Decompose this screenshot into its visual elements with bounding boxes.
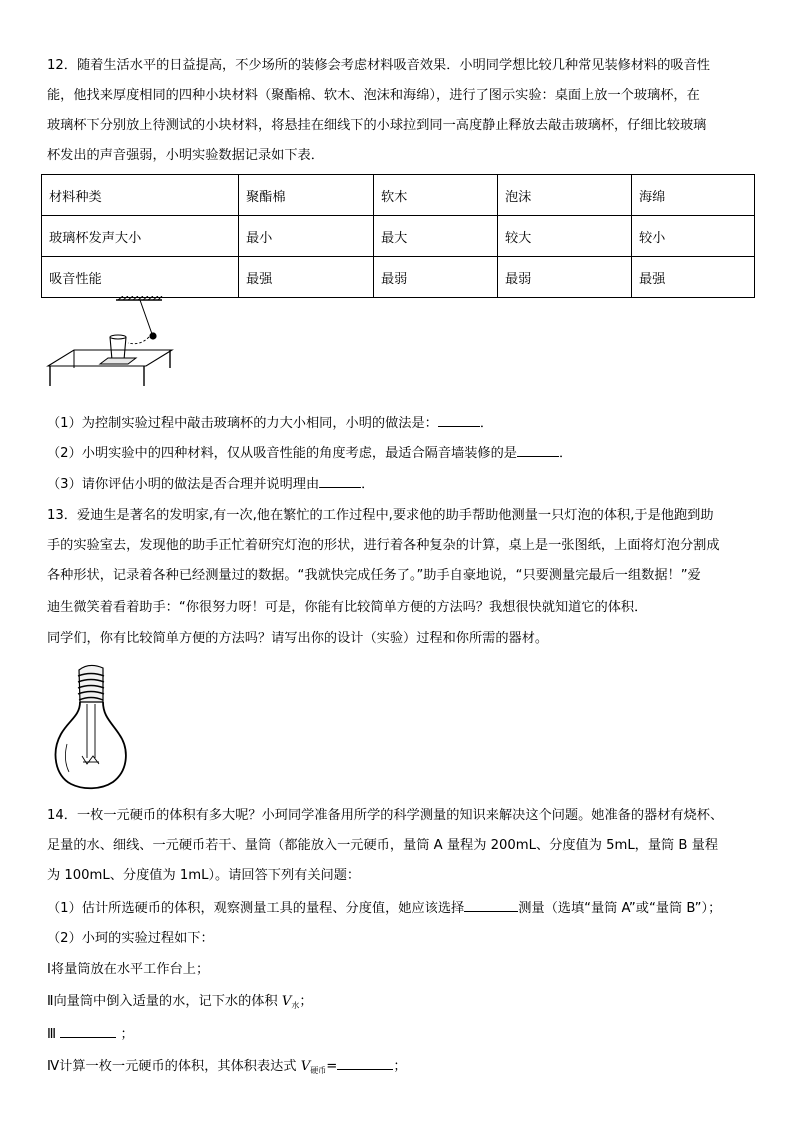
answer-blank[interactable] [464,897,518,912]
semicolon: ； [393,1059,407,1074]
q14-line-1: 14．一枚一元硬币的体积有多大呢？小珂同学准备用所学的科学测量的知识来解决这个问题。她准备的器材有烧杯、 [47,808,724,823]
q13-line-1: 13．爱迪生是著名的发明家,有一次,他在繁忙的工作过程中,要求他的助手帮助他测量一只灯泡的体积,于是他跑到助 [47,508,714,523]
equals-sign: = [326,1059,338,1074]
q12-line-2: 能，他找来厚度相同的四种小块材料（聚酯棉、软木、泡沫和海绵），进行了图示实验：桌面上放一个玻璃杯，在 [47,88,700,103]
q14-step3-numeral: Ⅲ [47,1027,57,1042]
subscript-coin: 硬币 [310,1066,327,1075]
q12-line-1: 12．随着生活水平的日益提高，不少场所的装修会考虑材料吸音效果．小明同学想比较几种常见装修材料的吸音性 [47,58,710,73]
period: ． [558,446,573,461]
table-row [42,216,755,257]
variable-v: V [300,1059,311,1074]
q12-line-3: 玻璃杯下分别放上待测试的小块材料，将悬挂在细线下的小球拉到同一高度静止释放去敲击玻璃杯，仔细比较玻璃 [47,118,707,133]
table-cell: 最强 [239,257,374,298]
table-cell: 软木 [374,175,498,216]
material-data-table [41,174,755,298]
answer-blank[interactable] [319,473,361,488]
answer-blank[interactable] [517,442,559,457]
period: ． [361,477,375,492]
q14-step-2 [47,992,313,1013]
table-cell: 聚酯棉 [239,175,374,216]
answer-blank[interactable] [337,1055,393,1070]
q14-line-2: 足量的水、细线、一元硬币若干、量筒（都能放入一元硬币，量筒 A 量程为 200mL、分度值为 5mL，量筒 B 量程 [47,838,719,853]
table-row [42,257,755,298]
table-cell: 泡沫 [498,175,632,216]
table-cell: 较大 [498,216,632,257]
table-cell: 最强 [632,257,755,298]
table-cell: 最弱 [374,257,498,298]
period: ． [479,416,494,431]
q12-sub3 [47,473,374,495]
q14-sub2: （2）小珂的实验过程如下： [47,931,214,946]
q14-step-4 [47,1055,407,1078]
table-cell: 最小 [239,216,374,257]
table-cell: 海绵 [632,175,755,216]
variable-v: V [281,994,292,1009]
table-cell: 较小 [632,216,755,257]
subscript-water: 水 [291,1001,300,1010]
answer-blank[interactable] [438,412,480,427]
semicolon: ； [299,994,313,1009]
q14-step-3 [47,1023,134,1045]
pendulum-experiment-figure [44,296,174,388]
q14-step4-text: Ⅳ计算一枚一元硬币的体积，其体积表达式 [47,1059,301,1074]
table-cell: 材料种类 [42,175,239,216]
q12-sub2 [47,442,572,464]
table-cell: 最大 [374,216,498,257]
light-bulb-figure [47,660,133,790]
q14-sub1-pre: （1）估计所选硬币的体积，观察测量工具的量程、分度值，她应该选择 [47,901,465,916]
answer-blank[interactable] [60,1023,116,1038]
q13-line-3: 各种形状，记录着各种已经测量过的数据。“我就快完成任务了。”助手自豪地说，“只要测量完最后一组数据！”爱 [47,568,701,583]
q13-line-4: 迪生微笑着看着助手：“你很努力呀！可是，你能有比较简单方便的方法吗？我想很快就知道它的体积． [47,600,648,615]
q12-sub1 [47,412,493,434]
q14-sub1 [47,897,721,919]
q14-step-1: Ⅰ将量筒放在水平工作台上； [47,962,210,977]
q13-line-2: 手的实验室去，发现他的助手正忙着研究灯泡的形状，进行着各种复杂的计算，桌上是一张图纸，上面将灯泡分割成 [47,538,720,553]
q12-line-4: 杯发出的声音强弱，小明实验数据记录如下表． [47,148,324,163]
table-cell: 玻璃杯发声大小 [42,216,239,257]
q12-sub3-text: （3）请你评估小明的做法是否合理并说明理由 [47,477,320,492]
table-cell: 最弱 [498,257,632,298]
q12-sub2-text: （2）小明实验中的四种材料，仅从吸音性能的角度考虑，最适合隔音墙装修的是 [47,446,517,461]
q12-sub1-text: （1）为控制实验过程中敲击玻璃杯的力大小相同，小明的做法是： [47,416,438,431]
semicolon: ； [120,1027,134,1042]
q14-step2-text: Ⅱ向量筒中倒入适量的水，记下水的体积 [47,994,282,1009]
q13-line-5: 同学们，你有比较简单方便的方法吗？请写出你的设计（实验）过程和你所需的器材。 [47,631,549,646]
table-cell: 吸音性能 [42,257,239,298]
q14-line-3: 为 100mL、分度值为 1mL）。请回答下列有关问题： [47,868,361,883]
table-row [42,175,755,216]
q14-sub1-post: 测量（选填“量筒 A”或“量筒 B”）； [518,901,722,916]
